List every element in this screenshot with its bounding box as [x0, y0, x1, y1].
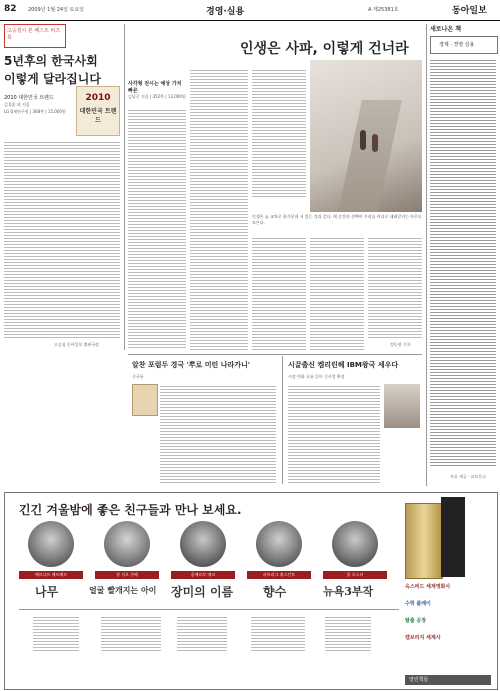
author-name: 폴 오스터: [323, 571, 387, 579]
review-title-line1: 5년후의 한국사회: [4, 54, 98, 68]
middle-byline: 김남중 지음 | 352쪽 | 13,000원: [128, 94, 186, 99]
feature-body-col2: [252, 68, 306, 198]
bottom-left-headline: 알찬 포럼두 경국 '뿌로 미린 나라가니': [132, 361, 250, 369]
cover-title: 대한민국 트렌드: [79, 108, 117, 124]
author-portrait: [180, 521, 226, 567]
badge: [4, 24, 66, 48]
feature-body-col4: [310, 236, 364, 350]
bottom-left-body: [160, 384, 276, 484]
author-name: 파트리크 쥐스킨트: [247, 571, 311, 579]
ad-book-info-4: [251, 615, 305, 651]
ad-title-row: [19, 581, 399, 603]
ad-side-item: 탈출 공장: [405, 618, 427, 624]
ad-book-gold: [405, 503, 443, 579]
ad-publisher-bar: [405, 675, 491, 685]
author-name: 장 지오 진베: [95, 571, 159, 579]
feature-body-col5: [368, 236, 422, 340]
review-body-text: [4, 140, 120, 340]
ad-book-info-3: [177, 615, 227, 651]
book-title: 뉴욕3부작: [323, 585, 374, 598]
book-caption: 2010 대한민국 트렌드: [4, 95, 54, 101]
bottom-left-article: [128, 356, 280, 486]
ad-book-info-2: [101, 615, 161, 651]
author-name: 베르나르 베르베르: [19, 571, 83, 579]
ad-book-info-1: [33, 615, 79, 651]
photo-figure: [372, 134, 378, 152]
bottom-left-subline: 중국통: [132, 374, 144, 379]
feature-body-col3: [252, 236, 306, 350]
feature-photo: [310, 60, 422, 212]
author-card: [95, 521, 159, 579]
sidebar-box1-title: 경제 · 경영 실용: [439, 42, 475, 48]
book-review-left: [4, 24, 120, 350]
cover-year: 2010: [85, 93, 111, 103]
sidebar-list: [430, 58, 496, 468]
book-title: 얼굴 빨개지는 아이: [89, 585, 157, 595]
ad-publisher: 열린책들: [409, 677, 429, 683]
ad-book-dark: [441, 497, 465, 577]
bottom-right-body: [288, 384, 380, 484]
author-portrait: [332, 521, 378, 567]
advertisement: [4, 492, 498, 690]
ad-side-item: 캠브리지 세계사: [405, 635, 441, 641]
bottom-right-headline: 시끌출신 켐리린헤 IBM왕국 세우다: [288, 361, 399, 369]
ad-side-list: [405, 583, 491, 675]
feature-byline: 정동연 기자: [390, 342, 411, 347]
sidebar-footer: 자료 제공 · 교보문고: [450, 474, 486, 479]
bottom-right-article: [286, 356, 422, 486]
photo-caption: 인생은 늘 교차로 한가운데 서 있는 것과 같다. 매 순간의 선택이 우리를 어디로 데려갈지는 아무도 모른다.: [252, 214, 422, 225]
review-title-line2: 이렇게 달라집니다: [4, 72, 101, 86]
book-cover: [76, 86, 120, 136]
newspaper-logo: 동아일보: [452, 6, 487, 16]
sidebar-box1: [430, 36, 498, 54]
author-card: [171, 521, 235, 579]
ad-headline: 긴긴 겨울밤에 좋은 친구들과 만나 보세요.: [19, 503, 242, 517]
ad-side-item: 수학 플레이: [405, 601, 431, 607]
photo-road: [338, 100, 402, 212]
book-author: 김경훈 외 지음: [4, 102, 30, 107]
author-portrait: [104, 521, 150, 567]
section-title: 경영·실용: [206, 7, 245, 17]
badge-label: 고승철이 본 베스트 비즈북: [7, 28, 61, 41]
author-card: [19, 521, 83, 579]
book-title: 나무: [35, 585, 59, 599]
author-card: [323, 521, 387, 579]
book-meta: LG경제연구원 | 368쪽 | 15,000원: [4, 109, 66, 114]
feature-headline: 인생은 사파, 이렇게 건너라: [240, 41, 409, 57]
book-title: 향수: [263, 585, 287, 599]
book-title: 장미의 이름: [171, 585, 234, 599]
bottom-right-photo: [384, 384, 420, 428]
review-byline: 고승철 동아일보 출판국장: [54, 342, 100, 347]
page-header: [0, 0, 500, 21]
middle-body-text: [128, 108, 186, 350]
author-card: [247, 521, 311, 579]
ad-side-item: 옥스퍼드 세계영화사: [405, 584, 451, 590]
bottom-right-subhead: 시장 변화 흐름 읽어 신사업 확장: [288, 374, 345, 379]
sidebar-header: 새로나온 책: [430, 26, 462, 33]
author-portrait: [256, 521, 302, 567]
feature-body-col1: [190, 68, 248, 350]
author-name: 움베르토 에코: [171, 571, 235, 579]
bottom-left-book: [132, 384, 158, 416]
author-portrait: [28, 521, 74, 567]
page-number: 82: [4, 4, 17, 14]
edition-number: A 제25381호: [368, 7, 399, 13]
issue-date: 2009년 1월 24일 토요일: [28, 7, 85, 13]
book-review-middle: [128, 80, 186, 350]
middle-subhead: 사각형 전시는 예상 가치 빠른: [128, 81, 182, 94]
sidebar: [430, 24, 496, 486]
ad-book-info-5: [325, 615, 371, 651]
photo-figure: [360, 130, 366, 150]
